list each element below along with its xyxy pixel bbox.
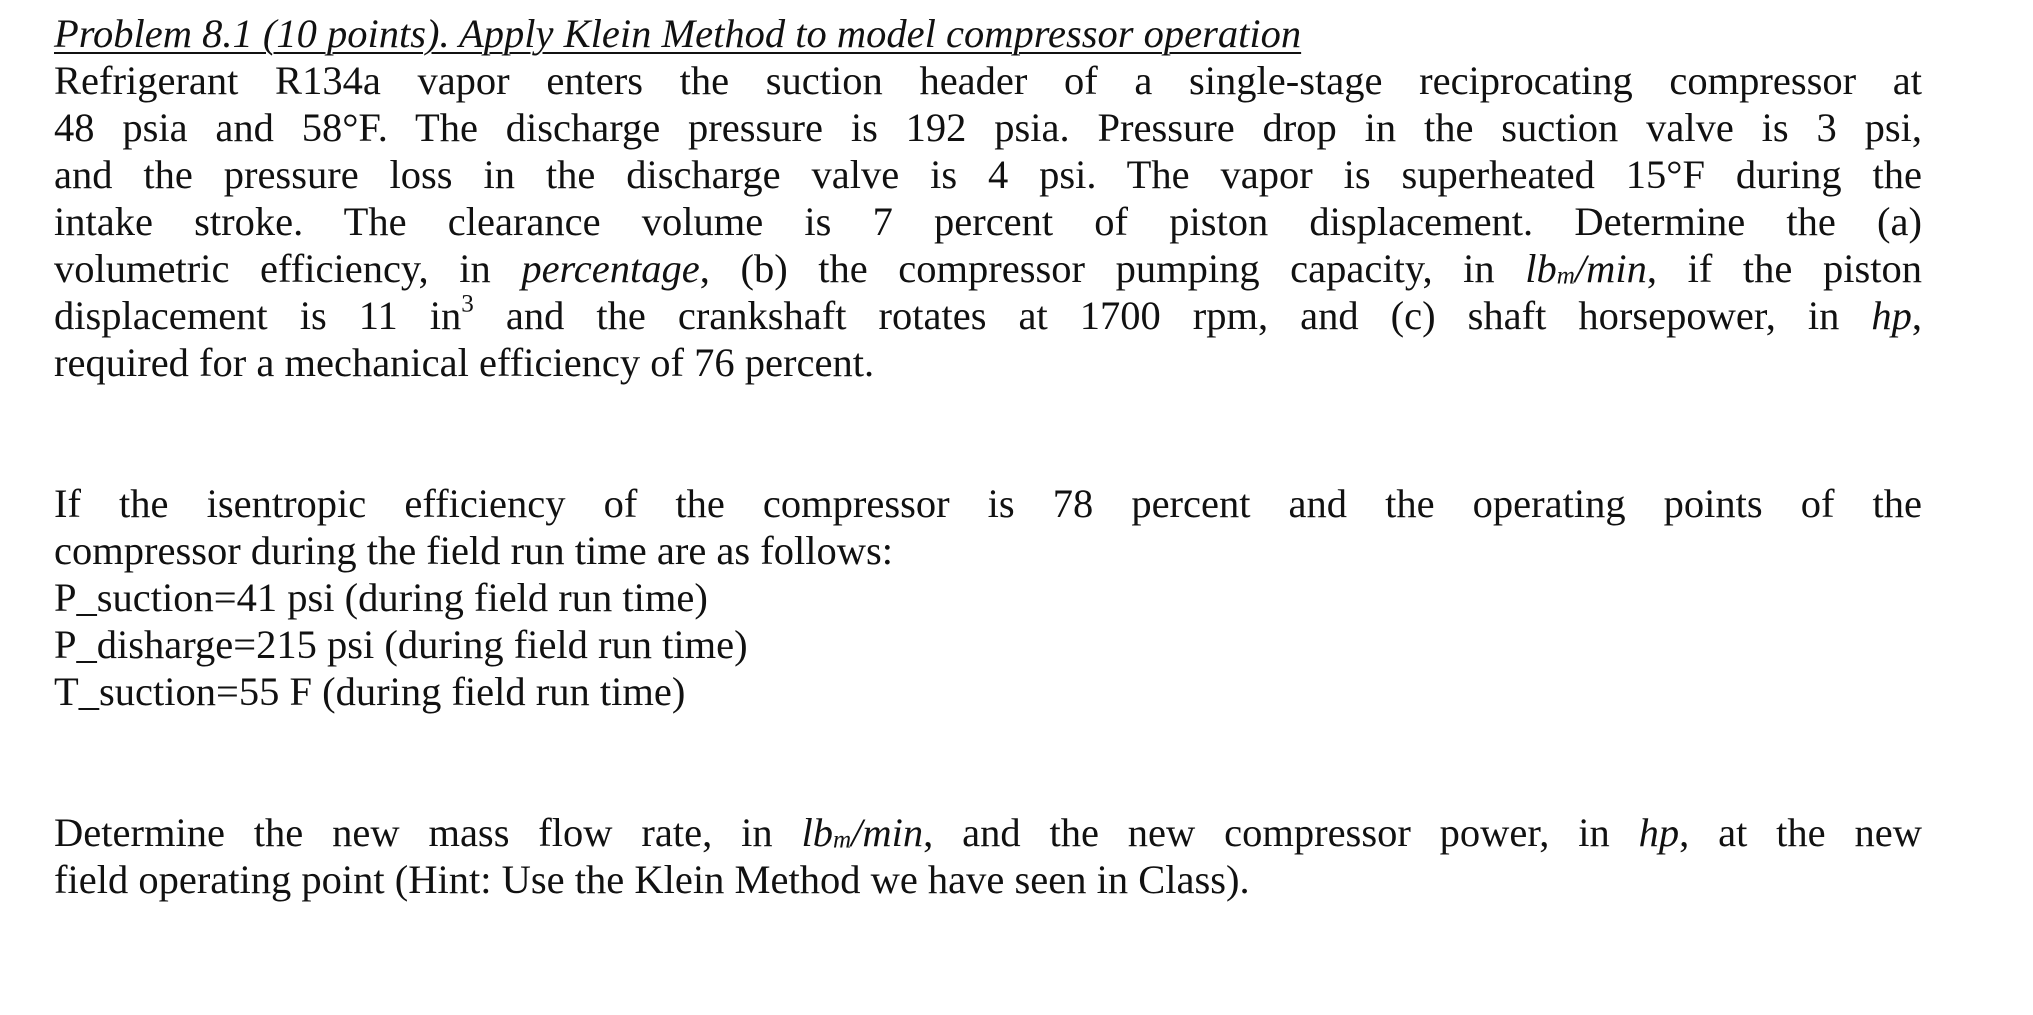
unit-lb: lb (801, 810, 833, 855)
unit-per-min: /min (851, 810, 924, 855)
problem-document (54, 10, 1922, 903)
paragraph-line: required for a mechanical efficiency of 76 percent. (54, 340, 875, 385)
problem-title: Problem 8.1 (10 points). Apply Klein Method to model compressor operation (54, 11, 1302, 56)
paragraph-line: and the pressure loss in the discharge valve is 4 psi. The vapor is superheated 15°F during the (54, 152, 1922, 197)
italic-text-run: percentage (521, 246, 700, 291)
text-run: , (b) the compressor pumping capacity, in (699, 246, 1526, 291)
paragraph-line: compressor during the field run time are as follows: (54, 528, 894, 573)
paragraph-line (54, 292, 1922, 339)
question-paragraph (54, 809, 1922, 903)
operating-point-suction-temperature: T_suction=55 F (during field run time) (54, 669, 686, 714)
text-run: , at the new (1679, 810, 1922, 855)
text-run: displacement is 11 in (54, 293, 462, 338)
paragraph-line: Refrigerant R134a vapor enters the suction header of a single-stage reciprocating compressor at (54, 58, 1922, 103)
paragraph-line: If the isentropic efficiency of the compressor is 78 percent and the operating points of the (54, 481, 1922, 526)
unit-subscript-m: m (1556, 262, 1575, 290)
text-run: , and the new compressor power, in (923, 810, 1639, 855)
superscript-3: 3 (461, 290, 474, 318)
paragraph-line: field operating point (Hint: Use the Klein Method we have seen in Class). (54, 857, 1250, 902)
text-run: Determine the new mass flow rate, in (54, 810, 802, 855)
operating-point-suction-pressure: P_suction=41 psi (during field run time) (54, 575, 708, 620)
text-run: , (1911, 293, 1922, 338)
operating-point-discharge-pressure: P_disharge=215 psi (during field run time) (54, 622, 748, 667)
field-run-paragraph (54, 480, 1922, 715)
paragraph-line: intake stroke. The clearance volume is 7 percent of piston displacement. Determine the (a) (54, 199, 1922, 244)
unit-lb: lb (1525, 246, 1557, 291)
text-run: , if the piston (1646, 246, 1922, 291)
problem-statement-paragraph (54, 57, 1922, 386)
paragraph-line (54, 245, 1922, 292)
paragraph-line: 48 psia and 58°F. The discharge pressure is 192 psia. Pressure drop in the suction valve is 3 psi, (54, 105, 1922, 150)
unit-subscript-m: m (832, 826, 852, 854)
unit-hp: hp (1638, 810, 1680, 855)
unit-hp: hp (1871, 293, 1912, 338)
paragraph-line (54, 809, 1922, 856)
text-run: volumetric efficiency, in (54, 246, 522, 291)
unit-per-min: /min (1574, 246, 1647, 291)
text-run: and the crankshaft rotates at 1700 rpm, and (c) shaft horsepower, in (473, 293, 1872, 338)
